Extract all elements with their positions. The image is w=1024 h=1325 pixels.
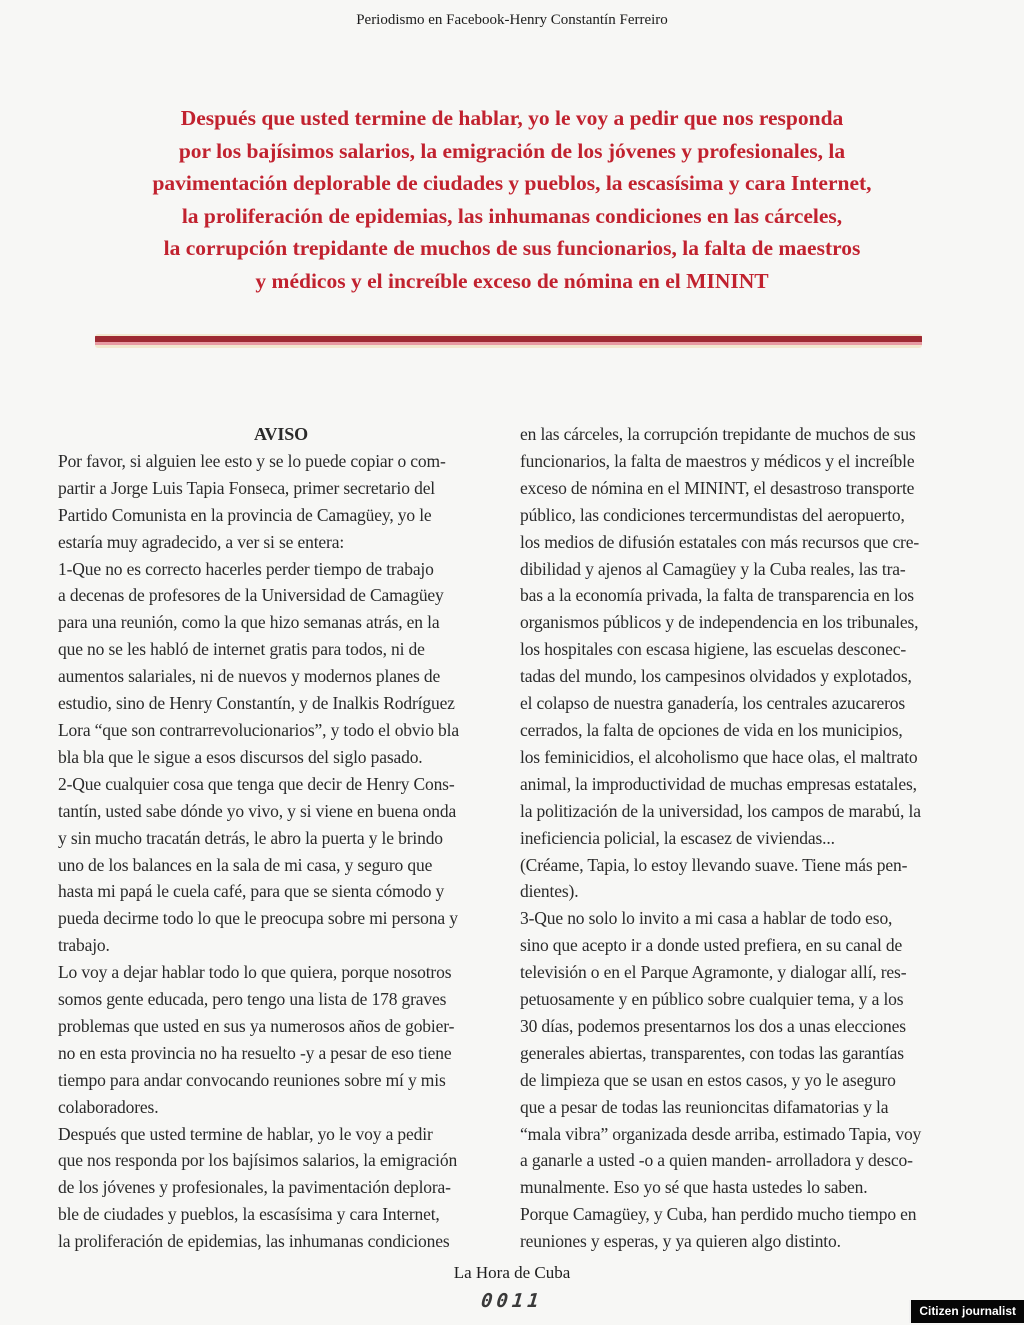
article-left-column	[58, 421, 504, 1255]
text-line: sino que acepto ir a donde usted prefiera, en su canal de	[520, 935, 903, 956]
page-header: Periodismo en Facebook-Henry Constantín Ferreiro	[356, 12, 668, 28]
text-line: estaría muy agradecido, a ver si se entera:	[58, 531, 345, 552]
text-line: animal, la improductividad de muchas empresas estatales,	[520, 773, 917, 794]
text-line: organismos públicos y de independencia en los tribunales,	[520, 612, 919, 633]
text-line: no en esta provincia no ha resuelto -y a pesar de eso tiene	[58, 1042, 452, 1063]
text-line: de los jóvenes y profesionales, la pavimentación deplora-	[58, 1177, 451, 1198]
text-line: ineficiencia policial, la escasez de viviendas...	[520, 827, 835, 848]
text-line: 3-Que no solo lo invito a mi casa a hablar de todo eso,	[520, 908, 893, 929]
text-line: “mala vibra” organizada desde arriba, estimado Tapia, voy	[520, 1123, 922, 1144]
text-line: tadas del mundo, los campesinos olvidados y explotados,	[520, 666, 912, 687]
text-line: que a pesar de todas las reunioncitas difamatorias y la	[520, 1096, 889, 1117]
text-line: a decenas de profesores de la Universidad de Camagüey	[58, 585, 444, 606]
footer-publication-title: La Hora de Cuba	[453, 1263, 571, 1282]
text-line: público, las condiciones tercermundistas del aeropuerto,	[520, 504, 905, 525]
column-heading-aviso: AVISO	[254, 424, 308, 444]
article-body	[58, 421, 966, 1255]
text-line: a ganarle a usted -o a quien manden- arrolladora y desco-	[520, 1150, 913, 1171]
text-line: munalmente. Eso yo sé que hasta ustedes lo saben.	[520, 1177, 868, 1198]
text-line: y sin mucho tracatán detrás, le abro la puerta y le brindo	[58, 827, 443, 848]
text-line: los medios de difusión estatales con más recursos que cre-	[520, 531, 920, 552]
text-line: dibilidad y ajenos al Camagüey y la Cuba reales, las tra-	[520, 558, 906, 579]
citizen-journalist-badge: Citizen journalist	[909, 1300, 1024, 1323]
text-line: en las cárceles, la corrupción trepidante de muchos de sus	[520, 424, 916, 444]
right-column-lines	[520, 421, 966, 1255]
text-line: 1-Que no es correcto hacerles perder tiempo de trabajo	[58, 558, 434, 579]
text-line: la politización de la universidad, los campos de marabú, la	[520, 800, 921, 821]
left-column-lines	[58, 448, 504, 1255]
article-right-column	[520, 421, 966, 1255]
text-line: funcionarios, la falta de maestros y médicos y el increíble	[520, 450, 915, 471]
text-line: tantín, usted sabe dónde yo vivo, y si viene en buena onda	[58, 800, 457, 821]
headline-line: Después que usted termine de hablar, yo le voy a pedir que nos responda	[180, 106, 844, 130]
text-line: Lora “que son contrarrevolucionarios”, y todo el obvio bla	[58, 719, 459, 740]
text-line: aumentos salariales, ni de nuevos y modernos planes de	[58, 666, 441, 687]
text-line: colaboradores.	[58, 1096, 159, 1117]
text-line: Partido Comunista en la provincia de Camagüey, yo le	[58, 504, 432, 525]
text-line: bas a la economía privada, la falta de transparencia en los	[520, 585, 914, 606]
text-line: Lo voy a dejar hablar todo lo que quiera, porque nosotros	[58, 962, 452, 983]
text-line: generales abiertas, transparentes, con todas las garantías	[520, 1042, 904, 1063]
text-line: televisión o en el Parque Agramonte, y dialogar allí, res-	[520, 962, 907, 983]
text-line: bla bla que le sigue a esos discursos del siglo pasado.	[58, 746, 423, 767]
text-line: 2-Que cualquier cosa que tenga que decir de Henry Cons-	[58, 773, 455, 794]
headline-line: por los bajísimos salarios, la emigración de los jóvenes y profesionales, la	[178, 138, 846, 163]
text-line: 30 días, podemos presentarnos los dos a unas elecciones	[520, 1015, 906, 1036]
text-line: partir a Jorge Luis Tapia Fonseca, primer secretario del	[58, 477, 436, 498]
text-line: exceso de nómina en el MININT, el desastroso transporte	[520, 477, 915, 498]
text-line: de limpieza que se usan en estos casos, y yo le aseguro	[520, 1069, 896, 1090]
text-line: pueda decirme todo lo que le preocupa sobre mi persona y	[58, 908, 458, 929]
text-line: problemas que usted en sus ya numerosos años de gobier-	[58, 1015, 455, 1036]
text-line: hasta mi papá le cuela café, para que se sienta cómodo y	[58, 881, 445, 902]
text-line: que nos responda por los bajísimos salarios, la emigración	[58, 1150, 458, 1171]
text-line: el colapso de nuestra ganadería, los centrales azucareros	[520, 693, 906, 714]
headline-line: la corrupción trepidante de muchos de sus funcionarios, la falta de maestros	[163, 236, 861, 260]
text-line: Después que usted termine de hablar, yo le voy a pedir	[58, 1123, 433, 1144]
text-line: estudio, sino de Henry Constantín, y de Inalkis Rodríguez	[58, 693, 455, 714]
text-line: uno de los balances en la sala de mi casa, y seguro que	[58, 854, 433, 875]
text-line: Porque Camagüey, y Cuba, han perdido mucho tiempo en	[520, 1204, 917, 1225]
text-line: los feminicidios, el alcoholismo que hace olas, el maltrato	[520, 746, 918, 767]
text-line: la proliferación de epidemias, las inhumanas condiciones	[58, 1231, 450, 1252]
text-line: para una reunión, como la que hizo semanas atrás, en la	[58, 612, 440, 633]
text-line: los hospitales con escasa higiene, las escuelas desconec-	[520, 639, 907, 660]
text-line: ble de ciudades y pueblos, la escasísima y cara Internet,	[58, 1204, 440, 1225]
text-line: que no se les habló de internet gratis para todos, ni de	[58, 639, 425, 660]
text-line: (Créame, Tapia, lo estoy llevando suave. Tiene más pen-	[520, 854, 908, 875]
headline-block	[92, 102, 932, 297]
text-line: dientes).	[520, 881, 579, 902]
headline-line: la proliferación de epidemias, las inhumanas condiciones en las cárceles,	[181, 203, 843, 228]
text-line: tiempo para andar convocando reuniones sobre mí y mis	[58, 1069, 446, 1090]
headline-line: y médicos y el increíble exceso de nómina en el MININT	[255, 268, 769, 293]
text-line: cerrados, la falta de opciones de vida en los municipios,	[520, 719, 903, 740]
text-line: reuniones y esperas, y ya quieren algo distinto.	[520, 1231, 841, 1252]
text-line: Por favor, si alguien lee esto y se lo puede copiar o com-	[58, 450, 446, 471]
text-line: somos gente educada, pero tengo una lista de 178 graves	[58, 989, 447, 1010]
text-line: trabajo.	[58, 935, 110, 956]
headline-line: pavimentación deplorable de ciudades y pueblos, la escasísima y cara Internet,	[152, 171, 872, 195]
page-number: 0011	[479, 1290, 545, 1312]
text-line: petuosamente y en público sobre cualquier tema, y a los	[520, 989, 904, 1010]
red-divider-rule	[95, 334, 922, 348]
